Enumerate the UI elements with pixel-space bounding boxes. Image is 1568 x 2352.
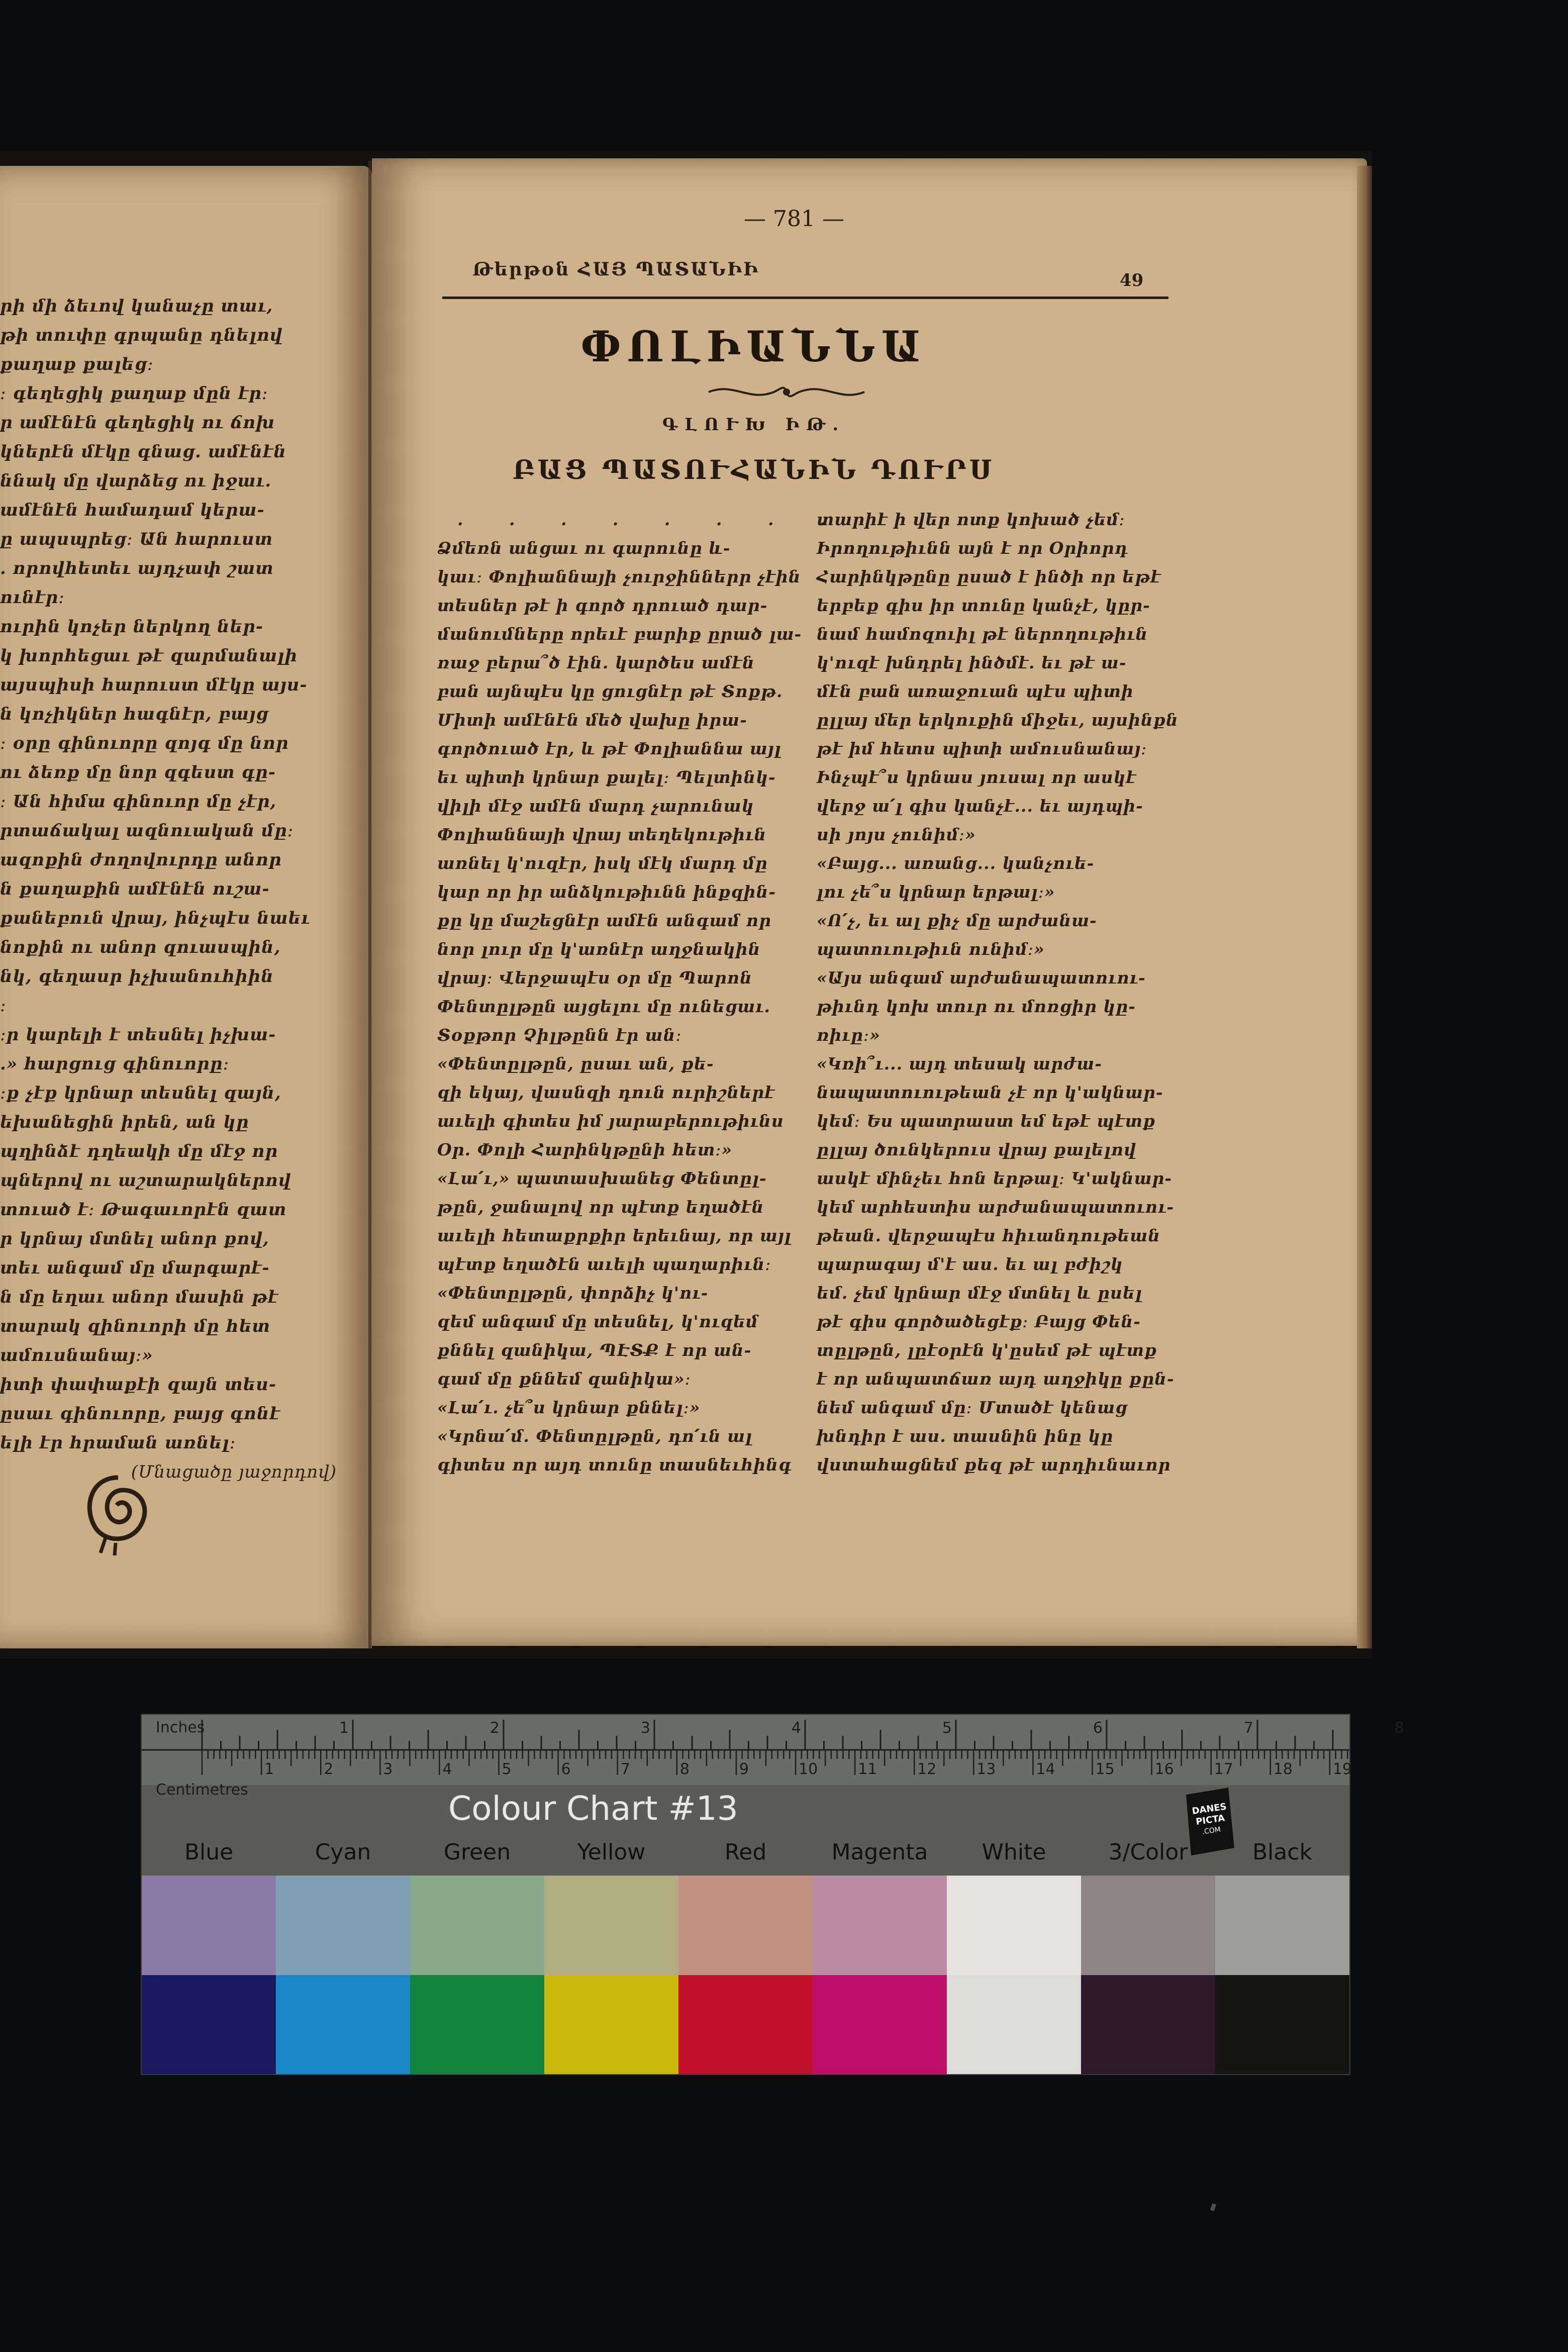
text-line: իտի փափաքէի զայն տես- [0, 1375, 277, 1395]
text-line: ռիւը։» [817, 1025, 880, 1045]
cm-label: 4 [442, 1760, 452, 1778]
cm-label: 11 [858, 1760, 877, 1778]
text-line: կ'ուզէ խնդրել ինծմէ. եւ թէ ա- [817, 653, 1127, 672]
text-line: թըն, ջանալով որ պէտք եղածէն [437, 1197, 764, 1217]
text-line: մանումները որեւէ բարիք ըրած լա- [437, 624, 802, 644]
cm-label: 10 [799, 1760, 818, 1778]
text-line: զի եկայ, վասնզի դուն ուրիշներէ [437, 1083, 775, 1102]
text-line: թիւնդ կոխ տուր ու մոռցիր կը- [817, 997, 1136, 1016]
text-line: քաղաք քալեց։ [0, 354, 154, 374]
text-line: կար որ իր անձկութիւնն ինքզին- [437, 882, 776, 902]
text-line: բան այնպէս կը ցուցնէր թէ Տոքթ. [437, 681, 783, 701]
text-line: պարագայ մ'է աս. եւ ալ բժիշկ [817, 1254, 1123, 1274]
cm-label: 12 [917, 1760, 937, 1778]
inch-label: 3 [640, 1719, 650, 1737]
text-line: վստահացնեմ քեզ թէ արդիւնաւոր [817, 1455, 1171, 1475]
cm-label: 8 [679, 1760, 690, 1778]
inch-label: 2 [489, 1719, 500, 1737]
text-line: կեմ արհեստիս արժանապատուու- [817, 1197, 1174, 1217]
svg-text:.COM: .COM [1201, 1825, 1222, 1836]
text-line: Միտի ամէնէն մեծ վախը իրա- [437, 710, 747, 730]
text-line: թէ իմ հետս պիտի ամուսնանայ։ [817, 739, 1147, 758]
text-line: թի տուփը գրպանը դնելով [0, 325, 283, 345]
text-line: տըլթըն, լըէօրէն կ'ըսեմ թէ պէտք [817, 1340, 1157, 1360]
text-line: րի մի ձեւով կանաչը տաւ, [0, 296, 273, 316]
text-line: մէն բան առաջուան պէս պիտի [817, 681, 1134, 701]
text-line: «Լա՛ւ. չե՞ս կրնար քննել։» [437, 1398, 701, 1417]
text-line: Ինչպէ՞ս կրնաս յուսալ որ ասկէ [817, 767, 1137, 787]
text-line: ռաջ բերա՞ծ էին. կարծես ամէն [437, 653, 755, 672]
text-line: տեւ անգամ մը մարգարէ- [0, 1258, 270, 1278]
swatch-light-white [947, 1876, 1081, 1975]
text-line: խնդիր է աս. տասնին ինը կը [817, 1426, 1114, 1446]
page-edge [1357, 166, 1372, 1648]
text-line: ամէնէն համադամ կերա- [0, 500, 265, 520]
text-line: եւ պիտի կրնար քալել։ Պելտինկ- [437, 767, 776, 787]
text-line: ։ր կարելի է տեսնել իչխա- [0, 1025, 276, 1045]
cm-label: 6 [561, 1760, 571, 1778]
text-line: Տօքթոր Չիլթընն էր ան։ [437, 1025, 682, 1045]
text-line: ն մը եղաւ անոր մասին թէ [0, 1287, 279, 1307]
text-line: գործուած էր, և թէ Փոլիաննա այլ [437, 739, 781, 758]
text-line: զեմ անգամ մը տեսնել, կ'ուզեմ [437, 1312, 758, 1331]
text-line: ն կոչիկներ հագնէր, բայց [0, 704, 269, 724]
ornament-icon [75, 1467, 161, 1558]
cm-label: 19 [1332, 1760, 1352, 1778]
text-line: ըլլայ մեր երկուքին միջեւ, այսինքն [817, 710, 1179, 730]
text-line: քննել զանիկա, ՊԷՏՔ է որ ան- [437, 1340, 752, 1360]
text-line: է որ անպատճառ այդ աղջիկը քըն- [817, 1369, 1174, 1389]
inch-label: 4 [791, 1719, 801, 1737]
swatch-dark-yellow [544, 1975, 678, 2074]
text-line: Իրողութիւնն այն է որ Օրիորդ [817, 538, 1128, 558]
centimetres-label: Centimetres [156, 1781, 248, 1799]
text-line: աւելի գիտես իմ յարաբերութիւնս [437, 1111, 784, 1131]
colour-label-yellow: Yellow [577, 1839, 646, 1865]
text-line: ըլլայ ծունկերուս վրայ քալելով [817, 1140, 1137, 1159]
inch-label: 6 [1093, 1719, 1103, 1737]
text-line: րտաճակալ ազնուական մը։ [0, 821, 294, 841]
text-line: ։ գեղեցիկ քաղաք մըն էր։ [0, 383, 268, 404]
chart-title: Colour Chart #13 [448, 1789, 738, 1828]
chapter-heading: ԳԼՈՒԽ ԻԹ. [662, 415, 846, 435]
header-rule [442, 297, 1168, 299]
swatch-dark-red [678, 1975, 813, 2074]
text-line: ն քաղաքին ամէնէն ուշա- [0, 879, 270, 899]
text-line: սի յոյս չունիմ։» [817, 825, 976, 844]
text-line: ասկէ մինչեւ հոն երթալ։ Կ'ակնար- [817, 1168, 1172, 1188]
text-line: «Փենտըլթըն, փորձիչ կ'ու- [437, 1283, 709, 1303]
text-line: քանեբուն վրայ, ինչպէս նաեւ [0, 908, 311, 928]
text-line: ննակ մը վարձեց ու իջաւ. [0, 471, 272, 491]
inch-label: 1 [339, 1719, 349, 1737]
text-line: «Այս անգամ արժանապատուու- [817, 968, 1146, 988]
text-column-right [817, 505, 1179, 1479]
text-column-left [437, 505, 846, 1479]
ruler [142, 1715, 1404, 1785]
swatch-light-magenta [813, 1876, 947, 1975]
text-line: պղինձէ դղեակի մը մէջ որ [0, 1141, 278, 1161]
text-line: նոքին ու անոր զուասպին, [0, 937, 281, 957]
inches-label: Inches [156, 1719, 205, 1736]
text-line: պատուութիւն ունիմ։» [817, 939, 1045, 959]
text-line: «Կրնա՛մ. Փենտըլթըն, դո՛ւն ալ [437, 1426, 753, 1446]
text-line: առնել կ'ուզէր, իսկ մէկ մարդ մը [437, 853, 768, 873]
text-line: .» հարցուց գինուորը։ [0, 1054, 230, 1074]
text-line: կեմ։ Ես պատրաստ եմ եթէ պէտք [817, 1111, 1156, 1131]
text-line: պէտք եղածէն աւելի պաղարիւն։ [437, 1254, 771, 1274]
text-line: այսպիսի հարուստ մէկը այս- [0, 675, 308, 695]
swatch-light-green [410, 1876, 544, 1975]
text-line: երբեք գիս իր տունը կանչէ, կըր- [817, 596, 1150, 615]
left-page [0, 166, 372, 1648]
cm-label: 2 [324, 1760, 334, 1778]
text-line: կաւ։ Փոլիաննայի չուրջիններր չէին [437, 567, 801, 586]
text-line: ։ Ան հիմա գինուոր մը չէր, [0, 792, 277, 812]
cm-label: 1 [264, 1760, 274, 1778]
text-line: . որովհետեւ այդչափ շատ [0, 558, 274, 578]
text-line: ըսաւ գինուորը, բայց գոնէ [0, 1404, 280, 1424]
swatch-dark-cyan [276, 1975, 410, 2074]
text-line: եմ. չեմ կրնար մէջ մտնել և ըսել [817, 1283, 1143, 1303]
cm-label: 18 [1273, 1760, 1293, 1778]
text-line: ր կրնայ մտնել անոր քով, [0, 1229, 269, 1249]
text-line: «Լա՛ւ,» պատասխանեց Փենտըլ- [437, 1168, 767, 1188]
cm-label: 9 [739, 1760, 749, 1778]
text-line: ։ օրը գինուորը զոյգ մը նոր [0, 733, 289, 753]
text-line: կ խորհեցաւ թէ զարմանալի [0, 646, 298, 666]
text-line: ամուսնանայ։» [0, 1345, 153, 1365]
text-line: թէ գիս գործածեցէք։ Բայց Փեն- [817, 1312, 1141, 1331]
text-line: քը կը մաշեցնէր ամէն անգամ որ [437, 911, 772, 930]
swatch-dark-3-color [1081, 1975, 1215, 2074]
text-line: նոր լուր մը կ'առնէր աղջնակին [437, 939, 761, 959]
inch-label: 7 [1243, 1719, 1253, 1737]
text-line: Օր. Փոլի Հարինկթընի հետ։» [437, 1140, 733, 1159]
text-line: ։ք չէք կրնար տեսնել զայն, [0, 1083, 281, 1103]
swatch-dark-magenta [813, 1975, 947, 2074]
colour-label-3-color: 3/Color [1108, 1839, 1188, 1865]
colour-label-cyan: Cyan [315, 1839, 371, 1865]
swatch-light-cyan [276, 1876, 410, 1975]
dust-speck [1210, 2203, 1216, 2211]
colour-label-blue: Blue [184, 1839, 234, 1865]
cm-label: 17 [1214, 1760, 1233, 1778]
colour-swatches [142, 1876, 1349, 2074]
text-line: աւելի հետաքրքիր երեւնայ, որ այլ [437, 1226, 792, 1245]
cm-label: 16 [1154, 1760, 1174, 1778]
text-line: ։ [0, 996, 7, 1016]
text-line: ազոքին ժողովուրդը անոր [0, 850, 282, 870]
text-line: տուած է։ Թագաւորէն զատ [0, 1200, 287, 1220]
text-line: Փենտըլթըն այցելու մը ունեցաւ. [437, 997, 770, 1016]
text-line: «Ո՛չ, եւ ալ քիչ մը արժանա- [817, 911, 1097, 930]
text-line: թեան. վերջապէս հիւանդութեան [817, 1226, 1160, 1245]
swatch-dark-blue [142, 1975, 276, 2074]
text-line: տարակ զինուորի մը հետ [0, 1316, 270, 1336]
text-line: նեմ անգամ մը։ Մտածէ կենաց [817, 1398, 1128, 1417]
cm-label: 15 [1095, 1760, 1115, 1778]
colour-label-black: Black [1252, 1839, 1313, 1865]
colour-labels [142, 1839, 1349, 1865]
text-line: ր ամէնէն գեղեցիկ ու ճոխ [0, 413, 275, 433]
chapter-subtitle: ԲԱՑ ՊԱՏՈՒՀԱՆԻՆ ԴՈՒՐՍ [513, 455, 995, 485]
text-line: վիլի մէջ ամէն մարդ չարունակ [437, 796, 754, 816]
text-line: ուրին կոչեր ներկող ներ- [0, 617, 263, 637]
text-line: կներէն մէկը գնաց. ամէնէն [0, 442, 286, 462]
swatch-light-3-color [1081, 1876, 1215, 1975]
colour-chart [141, 1714, 1404, 2075]
text-line: ելի էր հրաման առնել։ [0, 1433, 236, 1453]
cm-label: 7 [620, 1760, 630, 1778]
swatch-dark-green [410, 1975, 544, 2074]
inch-label: 8 [1394, 1719, 1404, 1737]
text-line: Հարինկթընը ըսած է ինծի որ եթէ [817, 567, 1161, 586]
text-line: Փոլիաննայի վրայ տեղեկութիւն [437, 825, 767, 844]
left-page-text [0, 291, 342, 1487]
text-line: (Մնացածը յաջորդով) [131, 1462, 337, 1482]
page-number: — 781 — [744, 206, 844, 232]
running-header: Թերթօն ՀԱՅ ՊԱՏԱՆԻԻ [472, 259, 759, 280]
text-line: . . . . . . . . [457, 510, 846, 529]
text-line: նկ, գեղասր իչխանուհիին [0, 966, 274, 987]
text-line: «Կռի՞ւ... այդ տեսակ արժա- [817, 1054, 1102, 1073]
cm-label: 14 [1036, 1760, 1055, 1778]
inch-label: 5 [942, 1719, 952, 1737]
text-line: վերջ ա՛լ գիս կանչէ... եւ այդպի- [817, 796, 1143, 816]
swatch-dark-black [1215, 1975, 1349, 2074]
text-line: նամ համոզուիլ թէ ներողութիւն [817, 624, 1148, 644]
text-line: ու ձեռք մը նոր զգեստ գը- [0, 762, 276, 782]
text-line: տարիէ ի վեր ոտք կոխած չեմ։ [817, 510, 1125, 529]
cm-label: 3 [383, 1760, 393, 1778]
swatch-dark-white [947, 1975, 1081, 2074]
text-line: լու չե՞ս կրնար երթալ։» [817, 882, 1055, 902]
text-line: պներով ու աշտարակներով [0, 1170, 291, 1191]
text-line: ը ապսպրեց։ Ան հարուստ [0, 529, 273, 549]
swatch-light-blue [142, 1876, 276, 1975]
text-line: նապատուութեան չէ որ կ'ակնար- [817, 1083, 1163, 1102]
text-line: վրայ։ Վերջապէս օր մը Պարոն [437, 968, 752, 988]
colour-label-red: Red [724, 1839, 767, 1865]
colour-label-green: Green [443, 1839, 511, 1865]
text-line: «Փենտըլթըն, ըսաւ ան, քե- [437, 1054, 714, 1073]
text-line: գամ մը քննեմ զանիկա»։ [437, 1369, 691, 1389]
cm-label: 5 [502, 1760, 512, 1778]
article-title: ՓՈԼԻԱՆՆԱ [580, 322, 927, 371]
text-line: տեսներ թէ ի գործ դրուած դար- [437, 596, 768, 615]
text-line: եխանեցին իրեն, ան կը [0, 1112, 249, 1132]
text-line: «Բայց... առանց... կանչուե- [817, 853, 1095, 873]
swatch-light-black [1215, 1876, 1349, 1975]
colour-label-white: White [982, 1839, 1046, 1865]
svg-text:PICTA: PICTA [1195, 1813, 1226, 1827]
colour-label-magenta: Magenta [831, 1839, 928, 1865]
text-line: գիտես որ այդ տունը տասնեւհինգ [437, 1455, 792, 1475]
header-number: 49 [1120, 270, 1144, 290]
flourish-icon [704, 379, 869, 405]
text-line: Ձմեռն անցաւ ու գարունը և- [437, 538, 731, 558]
swatch-light-yellow [544, 1876, 678, 1975]
swatch-light-red [678, 1876, 813, 1975]
text-line: ունէր։ [0, 587, 65, 608]
spine [368, 161, 371, 1648]
svg-text:DANES: DANES [1191, 1801, 1227, 1817]
cm-label: 13 [976, 1760, 996, 1778]
